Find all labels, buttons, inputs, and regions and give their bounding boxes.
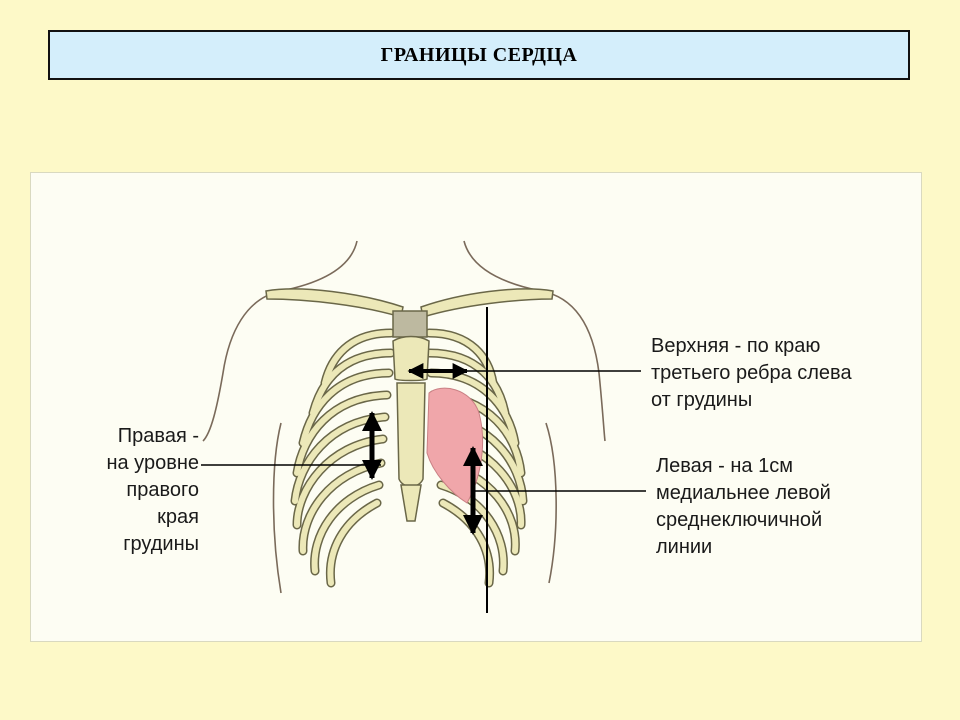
sternum-body (397, 383, 425, 487)
label-line: линии (656, 536, 713, 558)
label-line: грудины (123, 533, 199, 555)
xiphoid (401, 485, 421, 521)
sternum (393, 337, 429, 381)
page-title: ГРАНИЦЫ СЕРДЦА (380, 43, 578, 66)
label-line: третьего ребра слева (651, 362, 852, 384)
diagram-panel (30, 172, 922, 642)
label-line: среднеключичной (656, 509, 823, 531)
label-line: Левая - на 1см (656, 455, 793, 477)
label-line: от грудины (651, 389, 753, 411)
label-line: края (157, 506, 199, 528)
label-line: Верхняя - по краю (651, 335, 821, 357)
label-upper-border (651, 333, 852, 414)
label-line: Правая - (117, 425, 199, 447)
title-box (48, 30, 910, 80)
label-right-border (89, 423, 199, 558)
label-line: на уровне (106, 452, 199, 474)
vertebra (393, 311, 427, 337)
label-left-border (656, 453, 831, 561)
label-line: медиальнее левой (656, 482, 831, 504)
label-line: правого (126, 479, 199, 501)
